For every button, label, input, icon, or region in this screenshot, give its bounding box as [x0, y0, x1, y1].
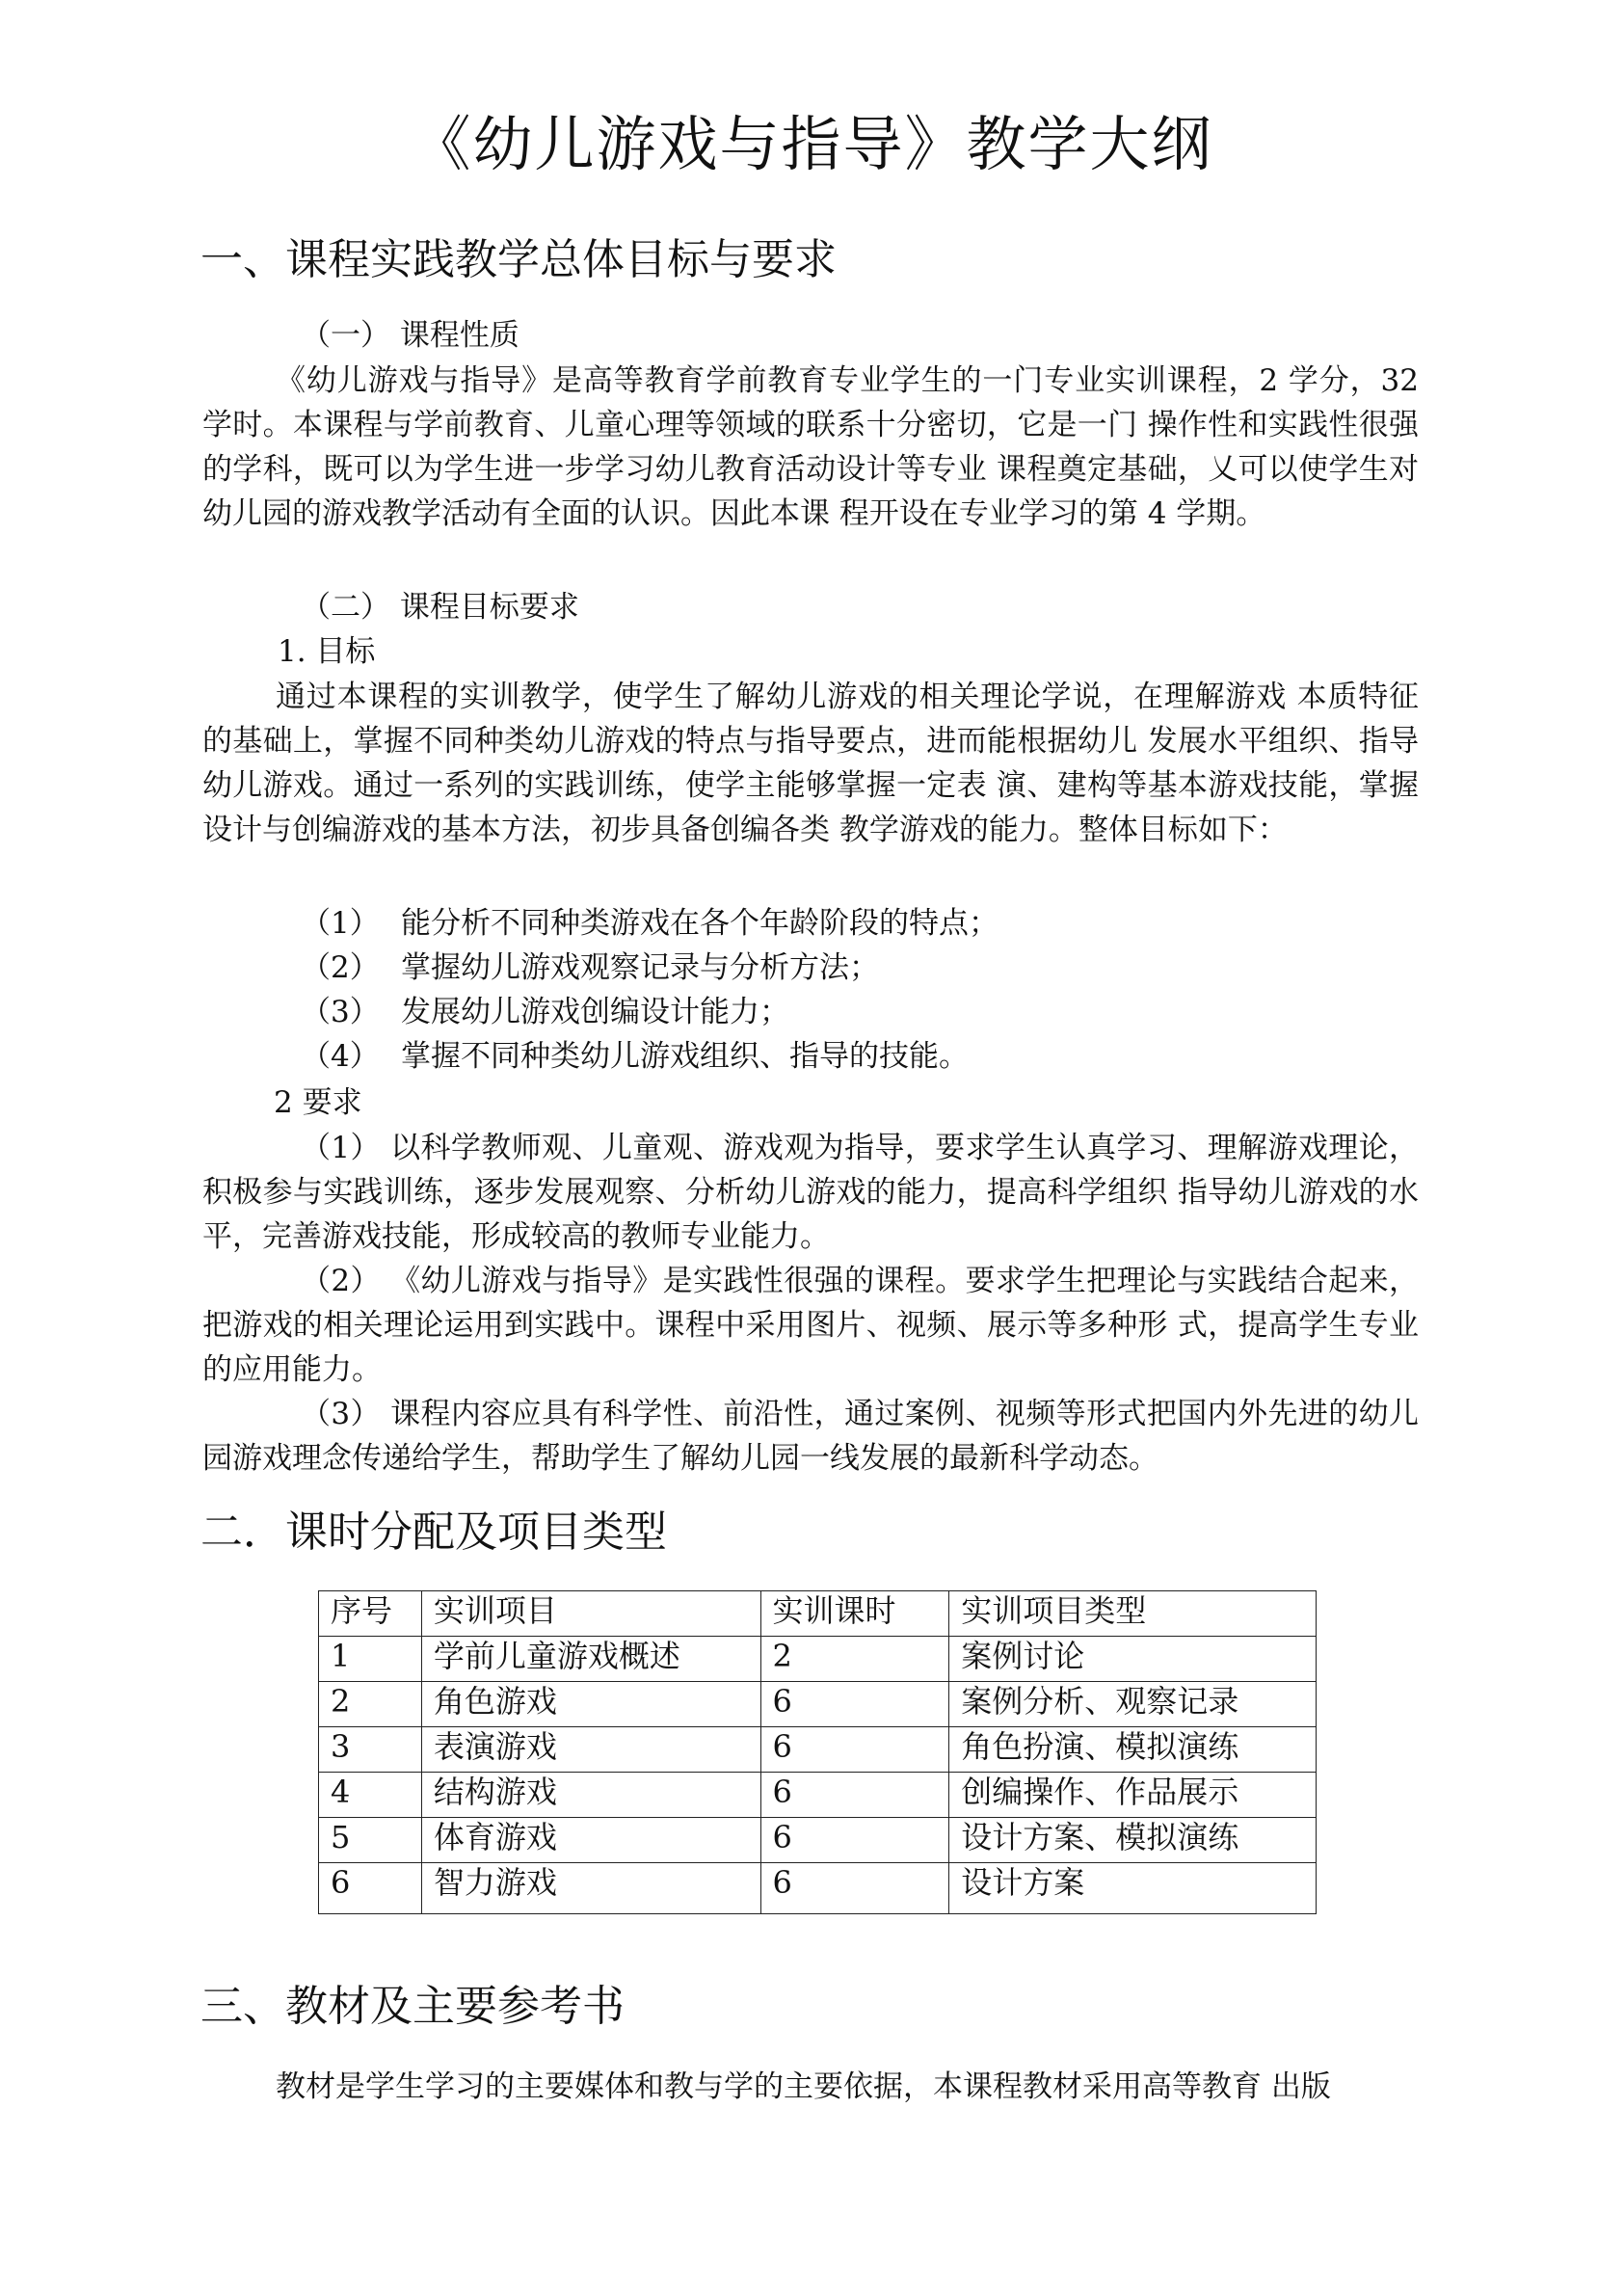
- table-cell: 创编操作、作品展示: [949, 1773, 1317, 1818]
- table-cell: 2: [319, 1682, 422, 1727]
- table-cell: 5: [319, 1818, 422, 1863]
- goal-item-number: （2）: [301, 950, 380, 985]
- table-cell: 6: [760, 1682, 949, 1727]
- goal-item-number: （1）: [301, 906, 380, 941]
- table-row: [319, 1637, 1317, 1682]
- table-cell: 1: [319, 1637, 422, 1682]
- course-goal-heading: （二） 课程目标要求: [301, 590, 579, 625]
- table-cell: 案例讨论: [949, 1637, 1317, 1682]
- requirement-subheading: 2 要求: [274, 1085, 362, 1120]
- requirement-paragraph-3: （3） 课程内容应具有科学性、前沿性，通过案例、视频等形式把国内外先进的幼儿园游戏理念传递给学生，帮助学生了解幼儿园一线发展的最新科学动态。: [202, 1397, 1419, 1476]
- table-cell: 案例分析、观察记录: [949, 1682, 1317, 1727]
- table-cell: 学前儿童游戏概述: [421, 1637, 760, 1682]
- header-cell: 实训项目: [421, 1591, 760, 1637]
- page-title: 《幼儿游戏与指导》教学大纲: [411, 109, 1213, 179]
- table-row: [319, 1863, 1317, 1914]
- section-1-heading: 一、课程实践教学总体目标与要求: [200, 235, 837, 284]
- requirement-paragraph-1: （1） 以科学教师观、儿童观、游戏观为指导，要求学生认真学习、理解游戏理论，积极参与实践训练，逐步发展观察、分析幼儿游戏的能力，提高科学组织 指导幼儿游戏的水平，完善游戏技能，形成较高的教师专业能力。: [202, 1131, 1419, 1254]
- table-cell: 表演游戏: [421, 1727, 760, 1773]
- section-2-heading: 二．课时分配及项目类型: [200, 1508, 667, 1557]
- table-row: [319, 1727, 1317, 1773]
- goal-item: [301, 1035, 969, 1078]
- goal-item: [301, 947, 879, 989]
- table-cell: 6: [760, 1727, 949, 1773]
- goal-item: [301, 902, 998, 945]
- table-row: [319, 1773, 1317, 1818]
- table-cell: 智力游戏: [421, 1863, 760, 1914]
- goal-item-text: 掌握不同种类幼儿游戏组织、指导的技能。: [401, 1039, 969, 1074]
- textbook-paragraph: 教材是学生学习的主要媒体和教与学的主要依据，本课程教材采用高等教育 出版: [276, 2069, 1331, 2104]
- header-cell: 序号: [319, 1591, 422, 1637]
- table-cell: 6: [760, 1818, 949, 1863]
- table-cell: 结构游戏: [421, 1773, 760, 1818]
- table-cell: 6: [760, 1773, 949, 1818]
- goal-item-text: 发展幼儿游戏创编设计能力；: [401, 995, 789, 1029]
- table-cell: 角色扮演、模拟演练: [949, 1727, 1317, 1773]
- table-cell: 角色游戏: [421, 1682, 760, 1727]
- course-nature-paragraph: 《幼儿游戏与指导》是高等教育学前教育专业学生的一门专业实训课程，2 学分，32 学时。本课程与学前教育、儿童心理等领域的联系十分密切，它是一门 操作性和实践性很强的学科，既可以为学生进一步学习幼儿教育活动设计等专业 课程奠定基础，乂可以使学生对幼儿园的游戏教学活动有全面的认识。因此本课 程开设在专业学习的第 4 学期。: [202, 363, 1419, 531]
- table-cell: 2: [760, 1637, 949, 1682]
- goal-item-number: （3）: [301, 995, 380, 1029]
- table-row: [319, 1818, 1317, 1863]
- hours-allocation-table: [318, 1590, 1317, 1914]
- table-cell: 3: [319, 1727, 422, 1773]
- goal-paragraph: 通过本课程的实训教学，使学生了解幼儿游戏的相关理论学说，在理解游戏 本质特征的基础上，掌握不同种类幼儿游戏的特点与指导要点，进而能根据幼儿 发展水平组织、指导幼儿游戏。通过一系列的实践训练，使学主能够掌握一定表 演、建构等基本游戏技能，掌握设计与创编游戏的基本方法，初步具备创编各类 教学游戏的能力。整体目标如下：: [202, 680, 1419, 847]
- table-row: [319, 1682, 1317, 1727]
- table-cell: 体育游戏: [421, 1818, 760, 1863]
- goal-item: [301, 991, 789, 1033]
- table-cell: 6: [319, 1863, 422, 1914]
- section-3-heading: 三、教材及主要参考书: [200, 1982, 625, 2031]
- table-cell: 设计方案、模拟演练: [949, 1818, 1317, 1863]
- goal-item-text: 能分析不同种类游戏在各个年龄阶段的特点；: [401, 906, 998, 941]
- header-cell: 实训课时: [760, 1591, 949, 1637]
- table-cell: 设计方案: [949, 1863, 1317, 1914]
- requirement-paragraph-2: （2） 《幼儿游戏与指导》是实践性很强的课程。要求学生把理论与实践结合起来，把游戏的相关理论运用到实践中。课程中采用图片、视频、展示等多种形 式，提高学生专业的应用能力。: [202, 1264, 1419, 1387]
- header-cell: 实训项目类型: [949, 1591, 1317, 1637]
- course-nature-heading: （一） 课程性质: [301, 318, 519, 353]
- table-cell: 4: [319, 1773, 422, 1818]
- goal-item-text: 掌握幼儿游戏观察记录与分析方法；: [401, 950, 879, 985]
- table-header-row: [319, 1591, 1317, 1637]
- table-cell: 6: [760, 1863, 949, 1914]
- goal-item-number: （4）: [301, 1039, 380, 1074]
- goal-subheading: 1. 目标: [278, 634, 376, 669]
